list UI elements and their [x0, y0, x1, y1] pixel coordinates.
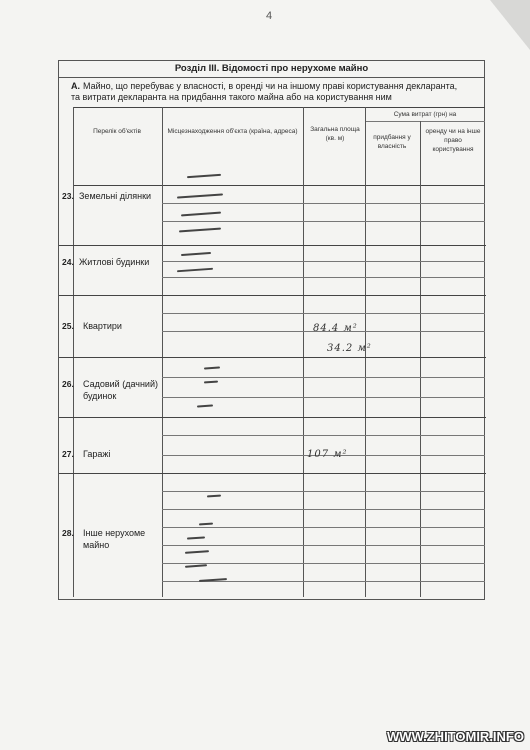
page-corner-fold	[490, 0, 530, 50]
dash-scribble	[185, 564, 207, 568]
site-watermark: WWW.ZHITOMIR.INFO	[387, 729, 524, 744]
dash-scribble	[197, 404, 213, 407]
subtitle-line-2: та витрати декларанта на придбання такого майна або на користування ним	[71, 92, 392, 102]
col-line-1	[162, 107, 163, 597]
dash-scribble	[187, 536, 205, 539]
rule	[162, 563, 485, 564]
row-label-dacha: Садовий (дачний) будинок	[83, 379, 158, 401]
header-objects: Перелік об'єктів	[93, 128, 141, 135]
row-sep-4	[59, 417, 486, 418]
dash-scribble	[185, 550, 209, 554]
row-sep-3	[59, 357, 486, 358]
row-sep-2	[59, 295, 486, 296]
header-expenses: Сума витрат (грн) на	[393, 111, 457, 118]
expenses-divider	[365, 121, 485, 122]
handwritten-flat-area-2: 34.2 м²	[327, 343, 372, 354]
row-sep-1	[59, 245, 486, 246]
row-label-land: Земельні ділянки	[79, 191, 152, 201]
dash-scribble	[204, 366, 220, 369]
row-number: 28.	[62, 528, 74, 538]
rule	[162, 545, 485, 546]
section-frame	[58, 60, 485, 600]
rule	[162, 491, 485, 492]
dash-scribble	[207, 495, 221, 498]
row-label-garages: Гаражі	[83, 449, 111, 459]
handwritten-flat-area-1: 84.4 м²	[313, 323, 358, 334]
subtitle-line-1: Майно, що перебуває у власності, в оренді чи на іншому праві користування декларанта,	[83, 81, 458, 91]
row-number: 24.	[62, 257, 74, 267]
rule	[162, 509, 485, 510]
section-subtitle	[71, 81, 481, 103]
row-sep-5	[59, 473, 486, 474]
dash-scribble	[199, 523, 213, 526]
dash-scribble	[187, 174, 221, 178]
header-bottom-border	[73, 185, 485, 186]
dash-scribble	[204, 381, 218, 384]
subtitle-letter: А.	[71, 81, 80, 91]
table-top-border	[73, 107, 485, 108]
dash-scribble	[179, 228, 221, 233]
dash-scribble	[177, 193, 223, 198]
dash-scribble	[181, 252, 211, 256]
row-number: 23.	[62, 191, 74, 201]
row-label-houses: Житлові будинки	[79, 257, 150, 267]
rule	[162, 203, 485, 204]
dash-scribble	[181, 212, 221, 217]
rule	[162, 313, 485, 314]
rule	[162, 277, 485, 278]
col-line-2	[303, 107, 304, 597]
section-title: Розділ III. Відомості про нерухоме майно	[59, 61, 484, 78]
row-label-flats: Квартири	[83, 321, 122, 331]
header-purchase: придбання у власність	[373, 134, 411, 150]
row-number: 27.	[62, 449, 74, 459]
header-location: Місцезнаходження об'єкта (країна, адреса)	[167, 128, 298, 135]
header-area: Загальна площа (кв. м)	[310, 126, 360, 142]
row-number: 25.	[62, 321, 74, 331]
row-label-other: Інше нерухоме майно	[83, 528, 146, 550]
rule	[162, 527, 485, 528]
dash-scribble	[177, 268, 213, 273]
col-line-4	[420, 121, 421, 597]
col-line-0	[73, 107, 74, 597]
rule	[162, 397, 485, 398]
rule	[162, 221, 485, 222]
page-number: 4	[266, 10, 273, 22]
handwritten-garage-area: 107 м²	[307, 449, 348, 460]
rule	[162, 377, 485, 378]
row-number: 26.	[62, 379, 74, 389]
rule	[162, 435, 485, 436]
header-rent: оренду чи на інше право користування	[425, 128, 481, 153]
rule	[162, 261, 485, 262]
